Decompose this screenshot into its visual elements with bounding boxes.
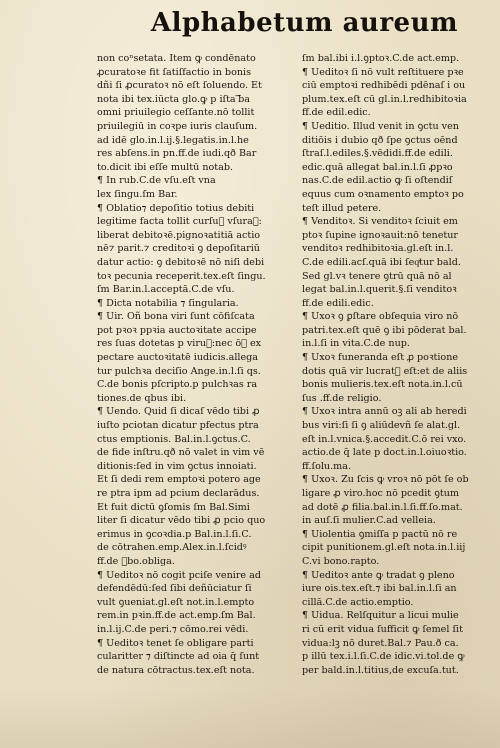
text-line: dñi ſi ꝓcuratoꝛ nō eſt ſoluendo. Et (97, 80, 262, 92)
text-line: cipit punitionem.gl.eſt nota.in.l.iij (302, 542, 466, 554)
text-line: ¶ Uir. Oñ bona viri ſunt cōfiſcata (97, 311, 255, 323)
text-line: in auſ.ſi mulier.C.ad velleia. (302, 515, 436, 527)
text-line: ¶ Uxoꝛ. Zu ſcis ꝙ vroꝛ nō pōt ſe ob (302, 474, 469, 486)
text-line: defendēdū:ſed ſibi deñūciatur ſi (97, 583, 252, 595)
text-line: liter ſi dicatur vēdo tibi ꝓ pcio quo (97, 515, 266, 527)
text-line: ditionis:ſed in vim ꝯctus innoiati. (97, 460, 257, 472)
text-line: ¶ Uendo. Quid ſi dicaſ vēdo tibi ꝓ (97, 406, 260, 418)
text-line: in.l.ij.C.de peri.⁊ cōmo.rei vēdi. (97, 623, 249, 635)
running-title: Alphabetum aureum (150, 8, 458, 38)
text-line: Sed gl.vꝛ tenere ꝯtrū quā nō al (302, 270, 452, 282)
text-line: dotis quā vir lucratᷓ eſt:et de aliis (302, 365, 468, 377)
text-line: iuſto pciotan dicatur pfectus ptra (97, 420, 259, 432)
text-line: ff.ſolu.ma. (302, 460, 352, 472)
text-line: rem.in pꝛin.ff.de act.emp.ſm Bal. (97, 610, 256, 622)
text-line: ¶ Venditoꝛ. Si venditoꝛ ſciuit em (302, 216, 458, 228)
text-line: res abſens.in pn.ff.de iudi.qð Bar (97, 148, 257, 160)
text-line: datur actio: ꝯ debitoꝛē nō niſi debi (97, 256, 265, 268)
text-line: ¶ Dicta notabilia ⁊ ſingularia. (97, 297, 239, 309)
text-line: equus cum oꝛnamento emptoꝛ po (302, 188, 464, 200)
text-line: C.de bonis pſcripto.p pulchꝛas ra (97, 379, 258, 391)
text-line: ff.de edili.edic. (302, 297, 374, 309)
text-line: ſm Bar.in.l.acceptā.C.de vſu. (97, 284, 235, 296)
text-line: ¶ Ueditoꝛ ante ꝙ tradat ꝯ pleno (302, 569, 455, 581)
text-line: re ptra ipm ad pcium declarādus. (97, 488, 260, 499)
text-line: tur pulchꝛa deciſio Ange.in.l.ſi qs. (97, 365, 261, 377)
paper-shading (0, 688, 500, 748)
text-line: edic.quā allegat bal.in.l.ſi ꝓpꝛo (302, 161, 453, 173)
text-line: to.dicit ibi eſſe multū notab. (97, 161, 234, 173)
text-line: legat bal.in.l.querit.§.ſi venditoꝛ (302, 284, 457, 296)
text-line: cillā.C.de actio.emptio. (302, 596, 414, 608)
text-line: ¶ Uxoꝛ intra annū oꝫ ali ab heredi (302, 406, 467, 418)
text-line: in.l.ſi in vita.C.de nup. (302, 338, 410, 350)
text-line: plum.tex.eſt cū gl.in.l.redhibitoꝛia (302, 93, 467, 105)
text-line: ¶ Ueditoꝛ ſi nō vult reſtituere pꝛe (302, 66, 464, 78)
text-line: bus viri:ſi ſi ꝯ aliūdevñ ſe alat.gl. (302, 420, 461, 432)
text-line: ¶ Ueditio. Illud venit in ꝯctu ven (302, 120, 459, 132)
text-line: cularitter ⁊ diſtincte ad oia q̄ ſunt (97, 651, 260, 663)
text-line: C.de edili.acſ.quā ibi ſeqͥtur bald. (302, 256, 461, 268)
text-line: ditiōis i dubio qð ſpe ꝯctus oēnd (302, 134, 458, 146)
text-line: bonis mulieris.tex.eſt nota.in.l.cū (302, 379, 463, 391)
text-line: omni priuilegio ceſſante.nō tollit (97, 107, 255, 119)
text-line: iure ois.tex.eſt.⁊ ibi bal.in.l.ſi an (302, 583, 457, 595)
text-line: pectare auctoꝛitatē iudicis.allega (97, 352, 259, 364)
text-line: de fide inſtru.qð nō valet in vim vē (97, 447, 265, 459)
text-line: non coⁿsetata. Item ꝙ condēnato (97, 53, 256, 64)
text-line: ¶ In rub.C.de vſu.eſt vna (97, 175, 216, 187)
text-line: nota ibi tex.iūcta glo.ꝙ p iſta ᷓba (97, 93, 251, 105)
text-line: ſus .ff.de religio. (302, 392, 382, 404)
text-line: de natura cōtractus.tex.eſt nota. (97, 664, 255, 676)
right-column (302, 52, 500, 677)
text-line: de cōtrahen.emp.Alex.in.l.ſcidꝰ (97, 542, 247, 554)
text-line: ligare ꝓ viro.hoc nō pcedit ꝯtum (302, 488, 459, 499)
text-line: ſtraſ.l.ediles.§.vēdidi.ff.de edili. (302, 148, 453, 160)
text-line: ¶ Uiolentia ꝯmiſſa p pactū nō re (302, 528, 458, 540)
text-line: ¶ Uidua. Relſquitur a licui mulie (302, 610, 459, 622)
text-line: ¶ Uxoꝛ ꝯ ꝑſtare obſequia viro nō (302, 311, 459, 323)
text-line: ff.de edil.edic. (302, 107, 371, 119)
text-line: res ſuas dotetas p viruᷓ:nec ōꝫ ex (97, 338, 262, 350)
text-line: lex ſingu.ſm Bar. (97, 188, 178, 200)
text-line: ctus emptionis. Bal.in.l.ꝯctus.C. (97, 433, 251, 445)
text-line: ad idē glo.in.l.ij.§.legatis.in.l.he (97, 134, 249, 146)
left-column (97, 52, 295, 677)
text-line: ſm bal.ibi i.l.ꝯptoꝛ.C.de act.emp. (302, 53, 460, 64)
text-line: patri.tex.eſt quē ꝯ ibi pōderat bal. (302, 324, 467, 336)
text-line: ad dotē ꝓ filia.bal.in.l.ſi.ff.ſo.mat. (302, 501, 463, 513)
text-line: Et fuit dictū ꝯſomis ſm Bal.Simi (97, 501, 250, 513)
text-line: liberat debitoꝛē.pignoꝛatitiā actio (97, 229, 261, 241)
text-line: erimus in ꝯcoꝛdia.p Bal.in.l.ſi.C. (97, 528, 252, 540)
text-line: ¶ Uxoꝛ funeranda eſt ꝓ poꝛtione (302, 352, 459, 364)
text-line: nas.C.de edil.actio ꝙ ſi oſtendiſ (302, 175, 453, 187)
text-line: nē⁊ parit.⁊ creditoꝛi ꝯ depoſitariū (97, 243, 260, 255)
text-line: eſt in.l.vnica.§.accedit.C.ō rei vxo. (302, 433, 467, 445)
text-line: ¶ Ueditoꝛ nō cogit pciſe venire ad (97, 569, 262, 581)
text-line: actio.de q̄ late p doct.in.l.oiuoꝛtio. (302, 447, 467, 459)
text-line: ¶ Oblatio⁊ depoſitio totius debiti (97, 202, 255, 214)
text-line: pot pꝛoꝛ ppꝛia auctoꝛitate accipe (97, 324, 257, 336)
text-line: teſt illud petere. (302, 202, 382, 214)
text-line: venditoꝛ redhibitoꝛia.gl.eſt in.l. (302, 243, 454, 255)
text-line: legitime facta tollit curſuᷓ vſuraᷓ: (97, 216, 262, 228)
text-line: p illū tex.i.l.ſi.C.de idic.vi.tol.de ꝙ (302, 651, 465, 663)
text-line: ꝓcuratoꝛe fit ſatiſfactio in bonis (97, 66, 252, 78)
text-line: ptoꝛ ſupine ignoꝛauit:nō tenetur (302, 229, 458, 241)
text-line: ri cū erit vidua ſufficit ꝙ ſemel ſit (302, 623, 463, 635)
text-line: vult ꝯueniat.gl.eſt not.in.l.empto (97, 596, 255, 608)
text-line: tiones.de qbus ibi. (97, 392, 187, 404)
text-line: ciū emptoꝛi redhibēdi pdēnaſ i ou (302, 80, 466, 92)
text-line: toꝛ pecunia receperit.tex.eſt ſingu. (97, 270, 266, 282)
text-line: ¶ Ueditoꝛ tenet ſe obligare parti (97, 637, 254, 649)
text-line: ff.de ᷓbo.obliga. (97, 555, 175, 567)
text-line: Et ſi dedi rem emptoꝛi potero age (97, 474, 261, 486)
text-line: C.vi bono.rapto. (302, 555, 380, 567)
text-line: vidua:lꝫ nō duret.Bal.⁊ Pau.ð ca. (302, 637, 459, 649)
text-line: per bald.in.l.titius,de excuſa.tut. (302, 664, 459, 676)
text-line: priuilegiū in coꝛpe iuris clauſum. (97, 120, 258, 132)
